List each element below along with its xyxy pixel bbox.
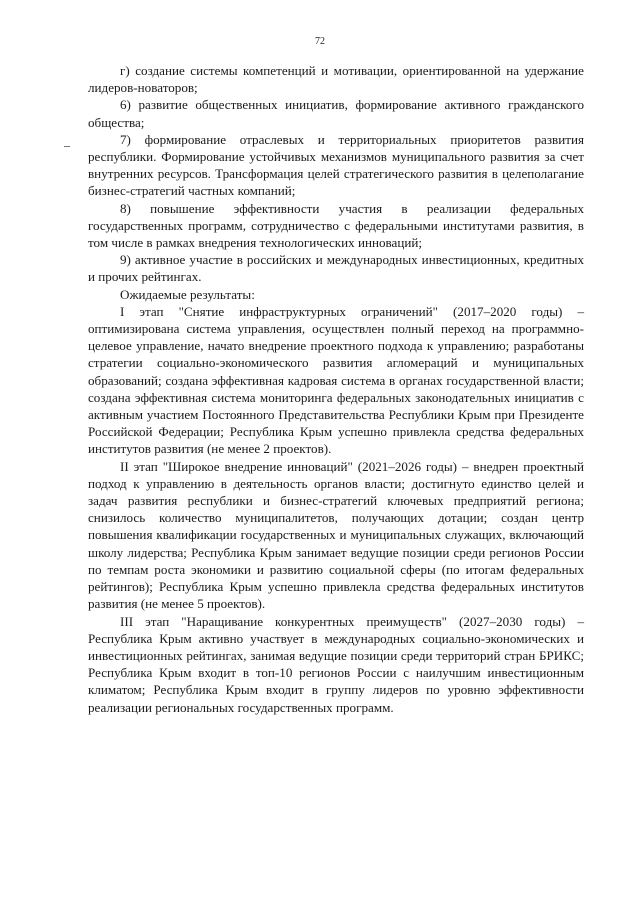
paragraph-6-civil-society: 6) развитие общественных инициатив, формирование активного гражданского общества; [88,97,584,130]
paragraph-g-competencies: г) создание системы компетенций и мотивации, ориентированной на удержание лидеров-новаторов; [88,63,584,96]
margin-mark [64,146,70,147]
page-number: 72 [315,36,325,47]
document-body [88,62,584,716]
paragraph-stage-1: I этап "Снятие инфраструктурных ограничений" (2017–2020 годы) – оптимизирована система управления, осуществлен полный переход на программно-целевое управление, начато внедрение проектного подхода к управлению; разработаны стратегии социально-экономического развития агломераций и муниципальных образований; создана эффективная кадровая система в органах государственной власти; создана эффективная система мониторинга федеральных законодательных инициатив с активным участием Постоянного Представительства Республики Крым при Президенте Российской Федерации; Республика Крым успешно привлекла средства федеральных институтов развития (не менее 2 проектов). [88,303,584,457]
paragraph-stage-3: III этап "Наращивание конкурентных преимуществ" (2027–2030 годы) – Республика Крым активно участвует в международных социально-экономических и инвестиционных рейтингах, занимая ведущие позиции среди территорий стран БРИКС; Республика Крым входит в топ-10 регионов России с наилучшим инвестиционным климатом; Республика Крым входит в группу лидеров по уровню эффективности реализации региональных государственных программ. [88,613,584,715]
paragraph-stage-2: II этап "Широкое внедрение инноваций" (2021–2026 годы) – внедрен проектный подход к управлению в деятельность органов власти; достигнуто единство целей и задач развития республики и бизнес-стратегий ключевых предприятий региона; снизилось количество муниципалитетов, получающих дотации; создан центр повышения квалификации государственных и муниципальных служащих, включающий школу лидерства; Республика Крым занимает ведущие позиции среди регионов России по темпам роста экономики и развитию социальной сферы (по итогам федеральных рейтингов); Республика Крым успешно привлекла средства федеральных институтов развития (не менее 5 проектов). [88,458,584,612]
expected-results-heading: Ожидаемые результаты: [120,286,255,302]
paragraph-8-federal-programs: 8) повышение эффективности участия в реализации федеральных государственных программ, сотрудничество с федеральными институтами развития, в том числе в рамках внедрения технологических инноваций; [88,200,584,251]
paragraph-7-priorities: 7) формирование отраслевых и территориальных приоритетов развития республики. Формирование устойчивых механизмов муниципального развития за счет внутренних ресурсов. Трансформация целей стратегического развития в целеполагание бизнес-стратегий частных компаний; [88,131,584,199]
paragraph-9-ratings: 9) активное участие в российских и международных инвестиционных, кредитных и прочих рейтингах. [88,252,584,285]
